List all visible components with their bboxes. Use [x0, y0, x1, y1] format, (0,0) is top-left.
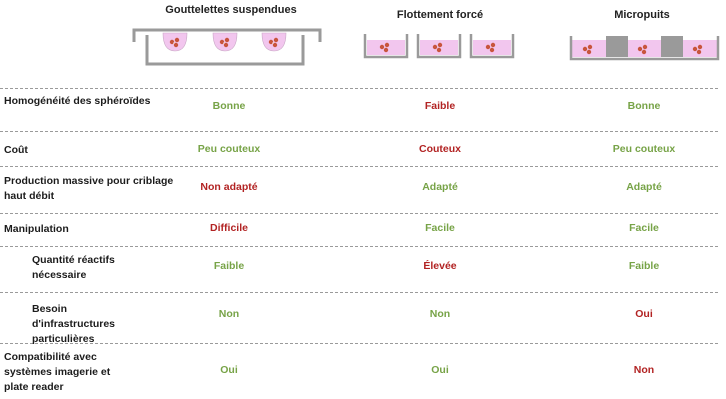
- cell-forced-floating-reagent-quantity: Élevée: [423, 260, 457, 272]
- hanging-drop: [163, 33, 187, 51]
- cell-hanging-drop-handling: Difficile: [210, 222, 248, 234]
- spheroid: [697, 50, 701, 54]
- row-divider: [0, 213, 718, 214]
- cell-hanging-drop-imaging-compatibility: Oui: [220, 364, 238, 376]
- row-divider: [0, 88, 718, 89]
- forced-floating-illustration: [365, 34, 513, 57]
- cell-hanging-drop-infrastructure: Non: [218, 308, 240, 320]
- microwell-illustration: [571, 36, 718, 59]
- cell-hanging-drop-mass-production: Non adapté: [200, 181, 258, 193]
- spheroid: [274, 38, 278, 42]
- cell-forced-floating-handling: Facile: [425, 222, 455, 234]
- cell-hanging-drop-cost: Peu couteux: [197, 143, 261, 155]
- spheroid: [175, 38, 179, 42]
- spheroid: [437, 48, 441, 52]
- cell-microwells-cost: Peu couteux: [612, 143, 676, 155]
- cell-forced-floating-cost: Couteux: [419, 143, 461, 155]
- spheroid: [380, 45, 384, 49]
- cell-forced-floating-homogeneity: Faible: [424, 100, 456, 112]
- spheroid: [225, 38, 229, 42]
- row-divider: [0, 292, 718, 293]
- spheroid: [587, 50, 591, 54]
- cell-microwells-mass-production: Adapté: [626, 181, 662, 193]
- spheroid: [486, 45, 490, 49]
- row-label-spheroid-homogeneity: Homogénéité des sphéroïdes: [4, 95, 151, 107]
- row-divider: [0, 166, 718, 167]
- cell-microwells-infrastructure: Oui: [635, 308, 653, 320]
- spheroid: [642, 50, 646, 54]
- row-label-cost: Coût: [4, 144, 28, 156]
- cell-forced-floating-mass-production: Adapté: [422, 181, 458, 193]
- cell-microwells-imaging-compatibility: Non: [633, 364, 655, 376]
- spheroid: [588, 45, 592, 49]
- row-label-handling: Manipulation: [4, 223, 69, 235]
- column-title-hanging-drop: Gouttelettes suspendues: [165, 4, 297, 16]
- row-label-reagent-quantity: Quantité réactifs nécessaire: [32, 254, 115, 281]
- row-divider: [0, 246, 718, 247]
- spheroid: [491, 43, 495, 47]
- cell-forced-floating-infrastructure: Non: [429, 308, 451, 320]
- spheroid: [384, 48, 388, 52]
- cell-microwells-reagent-quantity: Faible: [628, 260, 660, 272]
- spheroid: [438, 43, 442, 47]
- spheroid: [643, 45, 647, 49]
- spheroid: [698, 45, 702, 49]
- row-label-mass-production: Production massive pour criblage haut débit: [4, 175, 174, 202]
- spheroid: [693, 47, 697, 51]
- cell-forced-floating-imaging-compatibility: Oui: [431, 364, 449, 376]
- spheroid: [583, 47, 587, 51]
- cell-microwells-homogeneity: Bonne: [627, 100, 661, 112]
- row-divider: [0, 131, 718, 132]
- column-title-microwells: Micropuits: [614, 9, 670, 21]
- cell-microwells-handling: Facile: [629, 222, 659, 234]
- method-illustrations: [0, 0, 726, 92]
- cell-hanging-drop-reagent-quantity: Faible: [213, 260, 245, 272]
- column-title-forced-floating: Flottement forcé: [396, 9, 484, 21]
- row-label-infrastructure: Besoin d'infrastructures particulières: [32, 303, 116, 345]
- cell-hanging-drop-homogeneity: Bonne: [212, 100, 246, 112]
- hanging-drop: [262, 33, 286, 51]
- spheroid: [490, 48, 494, 52]
- spheroid: [433, 45, 437, 49]
- spheroid: [638, 47, 642, 51]
- hanging-drop-illustration: [134, 30, 320, 64]
- spheroid: [385, 43, 389, 47]
- hanging-drop: [213, 33, 237, 51]
- row-label-imaging-compatibility: Compatibilité avec systèmes imagerie et plate reader: [4, 351, 111, 393]
